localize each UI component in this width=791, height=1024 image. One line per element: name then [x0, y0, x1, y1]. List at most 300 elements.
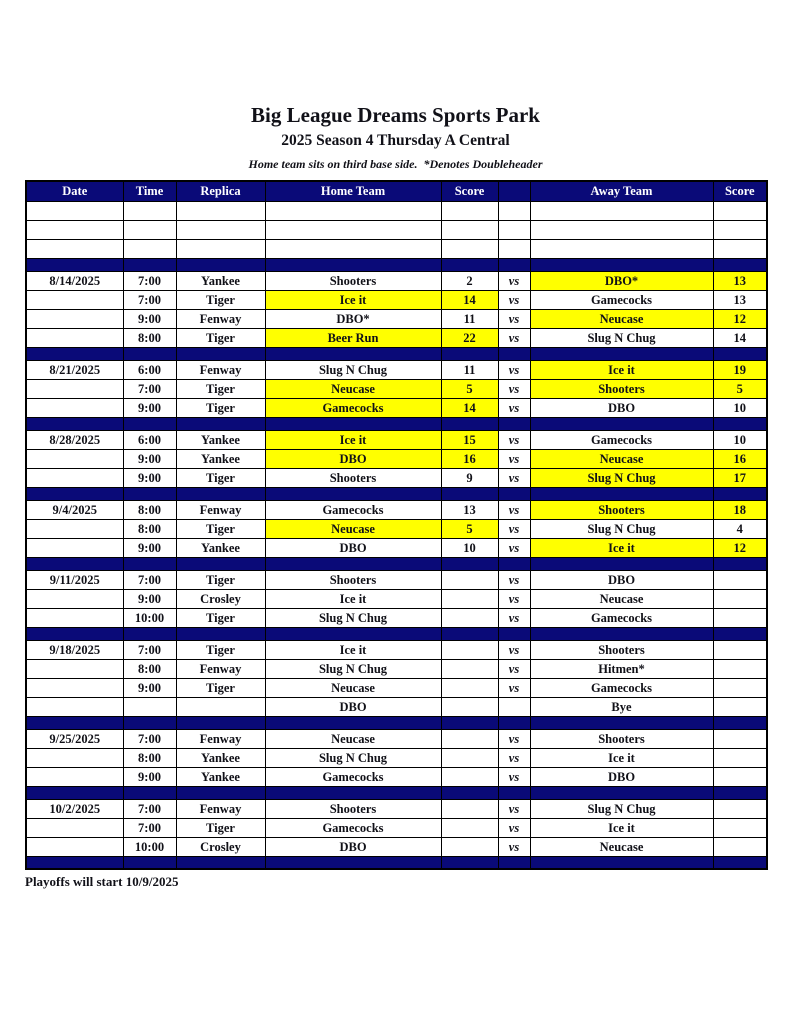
replica-cell: Tiger: [176, 290, 265, 309]
home-team-cell: Gamecocks: [265, 767, 441, 786]
col-header-replica: Replica: [176, 181, 265, 201]
blank-cell: [498, 239, 530, 258]
replica-cell: Yankee: [176, 271, 265, 290]
page-subtitle: 2025 Season 4 Thursday A Central: [281, 132, 510, 149]
separator-cell: [498, 627, 530, 640]
home-score-cell: 10: [441, 538, 498, 557]
replica-cell: Tiger: [176, 328, 265, 347]
time-cell: 7:00: [123, 818, 176, 837]
separator-cell: [123, 856, 176, 869]
date-cell: [26, 538, 123, 557]
separator-cell: [441, 347, 498, 360]
replica-cell: Tiger: [176, 570, 265, 589]
separator-cell: [713, 627, 767, 640]
separator-cell: [123, 716, 176, 729]
game-row: [26, 430, 767, 449]
home-score-cell: 22: [441, 328, 498, 347]
home-score-cell: 11: [441, 360, 498, 379]
replica-cell: Tiger: [176, 818, 265, 837]
away-score-cell: [713, 659, 767, 678]
blank-cell: [530, 220, 713, 239]
separator-cell: [265, 856, 441, 869]
vs-cell: vs: [498, 818, 530, 837]
time-cell: 6:00: [123, 360, 176, 379]
separator-cell: [176, 417, 265, 430]
home-team-cell: Slug N Chug: [265, 748, 441, 767]
separator-cell: [530, 786, 713, 799]
replica-cell: Fenway: [176, 799, 265, 818]
time-cell: 9:00: [123, 468, 176, 487]
replica-cell: Crosley: [176, 589, 265, 608]
separator-row: [26, 856, 767, 869]
home-score-cell: [441, 837, 498, 856]
time-cell: 9:00: [123, 589, 176, 608]
vs-cell: vs: [498, 500, 530, 519]
time-cell: 7:00: [123, 640, 176, 659]
blank-cell: [441, 201, 498, 220]
game-row: [26, 748, 767, 767]
home-score-cell: [441, 697, 498, 716]
time-cell: 8:00: [123, 519, 176, 538]
away-score-cell: 10: [713, 398, 767, 417]
game-row: [26, 379, 767, 398]
away-score-cell: 17: [713, 468, 767, 487]
separator-cell: [713, 258, 767, 271]
vs-cell: vs: [498, 678, 530, 697]
separator-row: [26, 786, 767, 799]
separator-cell: [265, 417, 441, 430]
vs-cell: vs: [498, 430, 530, 449]
separator-cell: [176, 487, 265, 500]
date-cell: [26, 309, 123, 328]
date-cell: 9/25/2025: [26, 729, 123, 748]
page-title: Big League Dreams Sports Park: [251, 103, 540, 127]
separator-cell: [713, 716, 767, 729]
date-cell: 8/21/2025: [26, 360, 123, 379]
away-team-cell: Slug N Chug: [530, 328, 713, 347]
away-team-cell: Gamecocks: [530, 678, 713, 697]
blank-cell: [530, 201, 713, 220]
time-cell: 8:00: [123, 748, 176, 767]
home-team-cell: DBO: [265, 449, 441, 468]
blank-cell: [176, 201, 265, 220]
home-team-cell: Slug N Chug: [265, 659, 441, 678]
away-score-cell: 18: [713, 500, 767, 519]
home-score-cell: 15: [441, 430, 498, 449]
col-header-date: Date: [26, 181, 123, 201]
blank-row: [26, 239, 767, 258]
game-row: [26, 697, 767, 716]
home-score-cell: 16: [441, 449, 498, 468]
separator-cell: [530, 258, 713, 271]
home-team-cell: DBO: [265, 697, 441, 716]
home-team-cell: Gamecocks: [265, 818, 441, 837]
separator-cell: [265, 487, 441, 500]
separator-cell: [441, 487, 498, 500]
home-score-cell: 13: [441, 500, 498, 519]
separator-row: [26, 347, 767, 360]
separator-cell: [530, 417, 713, 430]
blank-row: [26, 220, 767, 239]
away-score-cell: 12: [713, 309, 767, 328]
separator-cell: [123, 417, 176, 430]
date-cell: [26, 748, 123, 767]
replica-cell: Fenway: [176, 360, 265, 379]
home-score-cell: 5: [441, 379, 498, 398]
vs-cell: vs: [498, 271, 530, 290]
separator-row: [26, 627, 767, 640]
separator-row: [26, 716, 767, 729]
time-cell: 7:00: [123, 271, 176, 290]
away-score-cell: [713, 729, 767, 748]
replica-cell: Tiger: [176, 678, 265, 697]
separator-cell: [26, 258, 123, 271]
home-team-cell: Shooters: [265, 799, 441, 818]
home-score-cell: 2: [441, 271, 498, 290]
away-score-cell: 12: [713, 538, 767, 557]
vs-cell: vs: [498, 519, 530, 538]
separator-cell: [498, 716, 530, 729]
game-row: [26, 398, 767, 417]
replica-cell: Yankee: [176, 430, 265, 449]
separator-cell: [26, 487, 123, 500]
blank-cell: [265, 201, 441, 220]
separator-cell: [176, 627, 265, 640]
vs-cell: [498, 697, 530, 716]
blank-cell: [713, 201, 767, 220]
separator-cell: [498, 856, 530, 869]
home-score-cell: [441, 729, 498, 748]
blank-cell: [123, 201, 176, 220]
vs-cell: vs: [498, 538, 530, 557]
away-score-cell: [713, 818, 767, 837]
home-team-cell: Neucase: [265, 379, 441, 398]
blank-cell: [713, 239, 767, 258]
separator-cell: [26, 627, 123, 640]
game-row: [26, 468, 767, 487]
game-row: [26, 659, 767, 678]
away-team-cell: DBO: [530, 398, 713, 417]
home-score-cell: [441, 748, 498, 767]
away-team-cell: Slug N Chug: [530, 799, 713, 818]
time-cell: 8:00: [123, 500, 176, 519]
time-cell: 7:00: [123, 570, 176, 589]
away-score-cell: [713, 678, 767, 697]
blank-cell: [176, 239, 265, 258]
vs-cell: vs: [498, 729, 530, 748]
home-score-cell: [441, 659, 498, 678]
separator-cell: [530, 627, 713, 640]
away-team-cell: Shooters: [530, 640, 713, 659]
home-score-cell: [441, 678, 498, 697]
replica-cell: Tiger: [176, 608, 265, 627]
separator-cell: [123, 627, 176, 640]
separator-cell: [441, 557, 498, 570]
home-team-cell: DBO: [265, 837, 441, 856]
replica-cell: Tiger: [176, 398, 265, 417]
away-team-cell: Ice it: [530, 748, 713, 767]
home-score-cell: [441, 589, 498, 608]
separator-cell: [123, 258, 176, 271]
separator-cell: [441, 856, 498, 869]
game-row: [26, 729, 767, 748]
separator-cell: [26, 417, 123, 430]
separator-cell: [265, 258, 441, 271]
away-score-cell: [713, 697, 767, 716]
replica-cell: Fenway: [176, 500, 265, 519]
home-team-cell: Ice it: [265, 640, 441, 659]
blank-cell: [498, 220, 530, 239]
blank-cell: [441, 239, 498, 258]
away-team-cell: Hitmen*: [530, 659, 713, 678]
replica-cell: Tiger: [176, 468, 265, 487]
time-cell: 9:00: [123, 538, 176, 557]
date-cell: 8/28/2025: [26, 430, 123, 449]
separator-cell: [123, 487, 176, 500]
home-score-cell: 11: [441, 309, 498, 328]
vs-cell: vs: [498, 659, 530, 678]
game-row: [26, 328, 767, 347]
separator-cell: [498, 557, 530, 570]
separator-cell: [26, 856, 123, 869]
vs-cell: vs: [498, 360, 530, 379]
blank-cell: [441, 220, 498, 239]
away-score-cell: [713, 589, 767, 608]
home-score-cell: [441, 767, 498, 786]
col-header-vs: [498, 181, 530, 201]
home-score-cell: 14: [441, 290, 498, 309]
separator-cell: [265, 347, 441, 360]
date-cell: [26, 468, 123, 487]
game-row: [26, 837, 767, 856]
away-score-cell: [713, 748, 767, 767]
time-cell: 7:00: [123, 729, 176, 748]
replica-cell: Tiger: [176, 640, 265, 659]
separator-cell: [713, 557, 767, 570]
separator-cell: [123, 557, 176, 570]
separator-cell: [265, 627, 441, 640]
replica-cell: [176, 697, 265, 716]
separator-cell: [530, 347, 713, 360]
home-team-cell: Neucase: [265, 519, 441, 538]
separator-cell: [26, 347, 123, 360]
date-cell: 9/11/2025: [26, 570, 123, 589]
time-cell: 9:00: [123, 398, 176, 417]
vs-cell: vs: [498, 449, 530, 468]
separator-cell: [176, 258, 265, 271]
game-row: [26, 538, 767, 557]
blank-cell: [530, 239, 713, 258]
date-cell: [26, 837, 123, 856]
time-cell: 9:00: [123, 678, 176, 697]
away-team-cell: Slug N Chug: [530, 519, 713, 538]
separator-cell: [441, 417, 498, 430]
separator-cell: [441, 786, 498, 799]
separator-cell: [26, 716, 123, 729]
separator-row: [26, 487, 767, 500]
away-score-cell: [713, 767, 767, 786]
game-row: [26, 799, 767, 818]
game-row: [26, 818, 767, 837]
time-cell: 9:00: [123, 309, 176, 328]
away-team-cell: Gamecocks: [530, 430, 713, 449]
separator-cell: [713, 856, 767, 869]
date-cell: 9/18/2025: [26, 640, 123, 659]
date-cell: [26, 379, 123, 398]
blank-cell: [123, 239, 176, 258]
away-team-cell: Gamecocks: [530, 290, 713, 309]
separator-cell: [530, 856, 713, 869]
separator-cell: [498, 786, 530, 799]
separator-cell: [498, 417, 530, 430]
home-team-cell: Ice it: [265, 589, 441, 608]
vs-cell: vs: [498, 767, 530, 786]
away-score-cell: 4: [713, 519, 767, 538]
col-header-away-score: Score: [713, 181, 767, 201]
blank-cell: [26, 220, 123, 239]
away-score-cell: 13: [713, 271, 767, 290]
blank-cell: [26, 239, 123, 258]
home-score-cell: [441, 608, 498, 627]
replica-cell: Yankee: [176, 538, 265, 557]
game-row: [26, 678, 767, 697]
away-team-cell: Shooters: [530, 729, 713, 748]
blank-cell: [265, 220, 441, 239]
vs-cell: vs: [498, 640, 530, 659]
vs-cell: vs: [498, 379, 530, 398]
away-team-cell: Gamecocks: [530, 608, 713, 627]
home-team-cell: DBO*: [265, 309, 441, 328]
separator-cell: [441, 716, 498, 729]
time-cell: 8:00: [123, 659, 176, 678]
blank-cell: [713, 220, 767, 239]
separator-cell: [530, 487, 713, 500]
away-team-cell: Bye: [530, 697, 713, 716]
home-score-cell: [441, 570, 498, 589]
home-team-cell: Gamecocks: [265, 398, 441, 417]
vs-cell: vs: [498, 398, 530, 417]
away-score-cell: 19: [713, 360, 767, 379]
header-row: [26, 181, 767, 201]
home-team-cell: Shooters: [265, 468, 441, 487]
time-cell: 7:00: [123, 290, 176, 309]
date-cell: [26, 697, 123, 716]
home-team-cell: Beer Run: [265, 328, 441, 347]
vs-cell: vs: [498, 748, 530, 767]
home-score-cell: [441, 818, 498, 837]
col-header-time: Time: [123, 181, 176, 201]
separator-cell: [176, 856, 265, 869]
home-team-cell: Neucase: [265, 678, 441, 697]
separator-cell: [713, 417, 767, 430]
home-score-cell: 14: [441, 398, 498, 417]
separator-cell: [176, 786, 265, 799]
game-row: [26, 608, 767, 627]
col-header-away-team: Away Team: [530, 181, 713, 201]
home-team-cell: Slug N Chug: [265, 608, 441, 627]
away-team-cell: Slug N Chug: [530, 468, 713, 487]
away-score-cell: 14: [713, 328, 767, 347]
home-team-cell: Shooters: [265, 570, 441, 589]
home-team-cell: DBO: [265, 538, 441, 557]
col-header-home-team: Home Team: [265, 181, 441, 201]
replica-cell: Yankee: [176, 449, 265, 468]
playoffs-note: Playoffs will start 10/9/2025: [25, 874, 179, 889]
home-team-cell: Ice it: [265, 290, 441, 309]
away-score-cell: [713, 570, 767, 589]
game-row: [26, 589, 767, 608]
away-score-cell: 13: [713, 290, 767, 309]
away-team-cell: DBO: [530, 570, 713, 589]
separator-row: [26, 557, 767, 570]
vs-cell: vs: [498, 328, 530, 347]
separator-cell: [713, 347, 767, 360]
time-cell: [123, 697, 176, 716]
date-cell: 10/2/2025: [26, 799, 123, 818]
date-cell: [26, 659, 123, 678]
date-cell: 9/4/2025: [26, 500, 123, 519]
separator-cell: [176, 347, 265, 360]
replica-cell: Fenway: [176, 309, 265, 328]
separator-cell: [265, 786, 441, 799]
away-team-cell: Ice it: [530, 360, 713, 379]
replica-cell: Yankee: [176, 748, 265, 767]
home-team-cell: Neucase: [265, 729, 441, 748]
away-team-cell: Shooters: [530, 379, 713, 398]
away-team-cell: DBO*: [530, 271, 713, 290]
away-team-cell: Neucase: [530, 589, 713, 608]
time-cell: 7:00: [123, 379, 176, 398]
date-cell: [26, 449, 123, 468]
blank-cell: [265, 239, 441, 258]
away-score-cell: [713, 837, 767, 856]
separator-row: [26, 417, 767, 430]
separator-cell: [123, 347, 176, 360]
separator-cell: [265, 716, 441, 729]
date-cell: [26, 328, 123, 347]
time-cell: 9:00: [123, 449, 176, 468]
replica-cell: Fenway: [176, 659, 265, 678]
home-team-cell: Shooters: [265, 271, 441, 290]
blank-cell: [498, 201, 530, 220]
home-score-cell: [441, 640, 498, 659]
game-row: [26, 449, 767, 468]
vs-cell: vs: [498, 837, 530, 856]
game-row: [26, 767, 767, 786]
date-cell: [26, 290, 123, 309]
date-cell: [26, 608, 123, 627]
separator-cell: [530, 716, 713, 729]
replica-cell: Tiger: [176, 379, 265, 398]
date-cell: 8/14/2025: [26, 271, 123, 290]
game-row: [26, 309, 767, 328]
vs-cell: vs: [498, 468, 530, 487]
away-score-cell: [713, 640, 767, 659]
separator-cell: [713, 786, 767, 799]
home-score-cell: 9: [441, 468, 498, 487]
separator-cell: [441, 258, 498, 271]
separator-row: [26, 258, 767, 271]
replica-cell: Yankee: [176, 767, 265, 786]
blank-cell: [26, 201, 123, 220]
date-cell: [26, 818, 123, 837]
replica-cell: Crosley: [176, 837, 265, 856]
away-team-cell: Ice it: [530, 818, 713, 837]
vs-cell: vs: [498, 290, 530, 309]
game-row: [26, 519, 767, 538]
away-team-cell: Neucase: [530, 837, 713, 856]
blank-row: [26, 201, 767, 220]
